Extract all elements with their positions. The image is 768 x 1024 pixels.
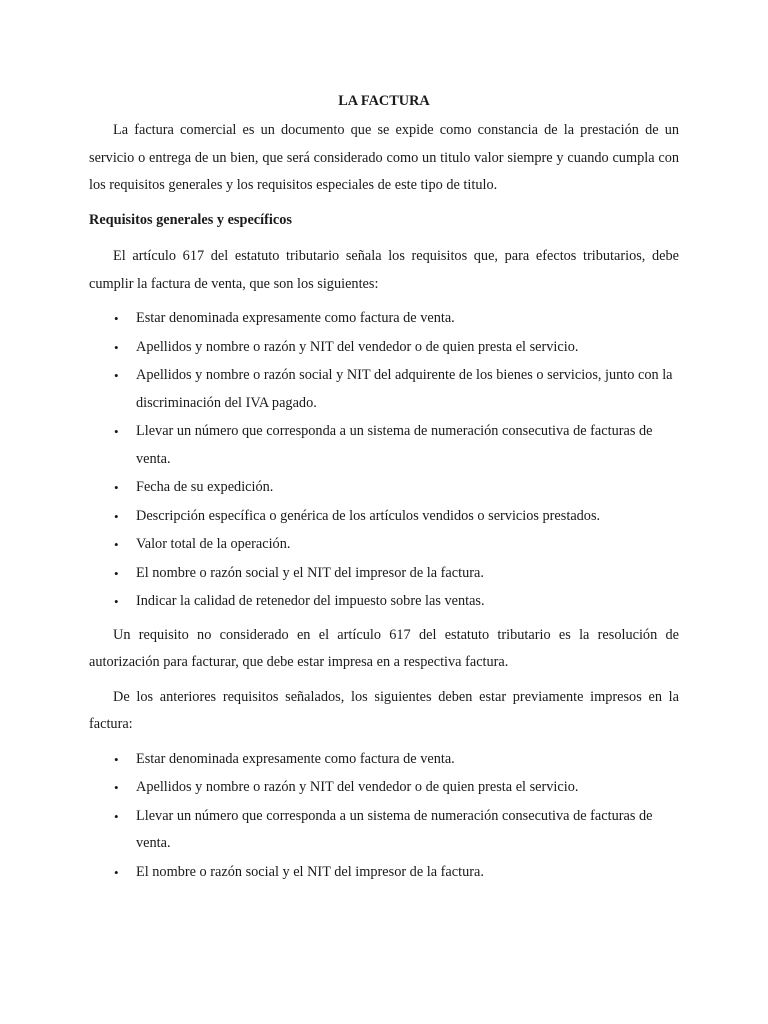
list-item — [89, 503, 679, 531]
list-item — [89, 362, 679, 417]
list-item-text: Indicar la calidad de retenedor del impuesto sobre las ventas. — [136, 593, 485, 609]
section-heading: Requisitos generales y específicos — [89, 211, 292, 228]
document-title: LA FACTURA — [338, 93, 430, 109]
intro-paragraph: La factura comercial es un documento que se expide como constancia de la prestación de un servicio o entrega de un bien, que será considerado como un titulo valor siempre y cuando cumpla con los requisitos generales y los requisitos especiales de este tipo de titulo. — [89, 122, 679, 193]
document-body — [89, 88, 679, 892]
list-item — [89, 588, 679, 616]
bullet-icon: • — [114, 311, 119, 326]
list-item — [89, 418, 679, 473]
list-item-text: Apellidos y nombre o razón y NIT del vendedor o de quien presta el servicio. — [136, 338, 579, 355]
requisito-paragraph: Un requisito no considerado en el artículo 617 del estatuto tributario es la resolución de autorización para facturar, que debe estar impresa en a respectiva factura. — [89, 626, 679, 670]
list-item — [89, 334, 679, 362]
list-item — [89, 803, 679, 858]
list-item-text: El nombre o razón social y el NIT del impresor de la factura. — [136, 863, 484, 880]
bullet-icon: • — [114, 537, 119, 552]
bullet-icon: • — [114, 751, 119, 767]
list-item-text: El nombre o razón social y el NIT del impresor de la factura. — [136, 564, 484, 581]
list-item — [89, 560, 679, 588]
anteriores-paragraph: De los anteriores requisitos señalados, los siguientes deben estar previamente impresos en la factura: — [89, 688, 679, 732]
bullet-icon: • — [114, 808, 119, 824]
list-item-text: Fecha de su expedición. — [136, 479, 274, 495]
list-item — [89, 774, 679, 802]
bullet-icon: • — [114, 594, 119, 609]
bullet-icon: • — [114, 368, 119, 383]
list-item — [89, 746, 679, 774]
bullet-icon: • — [114, 508, 119, 524]
list-item — [89, 474, 679, 502]
requirements-list — [89, 305, 679, 616]
articulo-paragraph: El artículo 617 del estatuto tributario señala los requisitos que, para efectos tributarios, debe cumplir la factura de venta, que son los siguientes: — [89, 248, 679, 292]
preprinted-list — [89, 746, 679, 887]
bullet-icon: • — [114, 780, 119, 795]
bullet-icon: • — [114, 339, 119, 355]
list-item-text: Estar denominada expresamente como factura de venta. — [136, 750, 455, 767]
list-item-text: Llevar un número que corresponda a un sistema de numeración consecutiva de facturas de venta. — [136, 423, 653, 467]
list-item-text: Estar denominada expresamente como factura de venta. — [136, 310, 455, 326]
list-item — [89, 859, 679, 887]
bullet-icon: • — [114, 480, 119, 495]
list-item — [89, 305, 679, 333]
list-item — [89, 531, 679, 559]
list-item-text: Llevar un número que corresponda a un sistema de numeración consecutiva de facturas de venta. — [136, 807, 653, 851]
list-item-text: Apellidos y nombre o razón y NIT del vendedor o de quien presta el servicio. — [136, 779, 579, 795]
list-item-text: Valor total de la operación. — [136, 536, 291, 552]
bullet-icon: • — [114, 424, 119, 439]
bullet-icon: • — [114, 565, 119, 581]
list-item-text: Apellidos y nombre o razón social y NIT del adquirente de los bienes o servicios, junto con la discriminación del IVA pagado. — [136, 367, 673, 411]
bullet-icon: • — [114, 864, 119, 880]
list-item-text: Descripción específica o genérica de los artículos vendidos o servicios prestados. — [136, 507, 601, 524]
